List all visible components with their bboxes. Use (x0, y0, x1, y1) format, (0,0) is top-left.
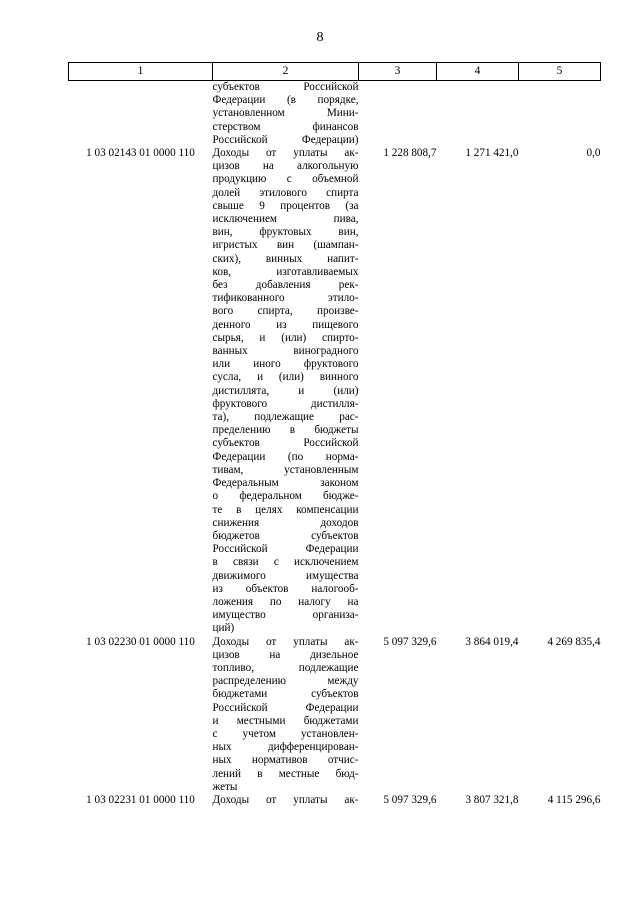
name-line: игристых вин (шампан- (212, 239, 359, 252)
name-line: бюджетов субъектов (212, 529, 359, 542)
table-row (69, 147, 601, 636)
column-header-5: 5 (519, 63, 601, 81)
revenue-name (213, 794, 359, 807)
name-line: ложения по налогу на (212, 595, 359, 608)
amount-col4: 3 864 019,4 (465, 635, 519, 648)
amount-col5 (519, 81, 601, 148)
name-line: без добавления рек- (212, 279, 359, 292)
name-line: Доходы от уплаты ак- (212, 793, 359, 806)
revenue-name (213, 81, 359, 148)
name-line: долей этилового спирта (212, 186, 359, 199)
amount-col3: 5 097 329,6 (383, 793, 437, 806)
name-line: субъектов Российской (212, 81, 359, 93)
table-row-continuation (69, 81, 601, 148)
amount-col5: 4 269 835,4 (547, 635, 601, 648)
name-line: Федеральным законом (212, 477, 359, 490)
amount-col4 (437, 81, 519, 148)
name-line: жеты (212, 780, 238, 793)
name-line: сусла, и (или) винного (212, 371, 359, 384)
name-line: те в целях компенсации (212, 503, 359, 516)
name-line: с учетом установлен- (212, 727, 359, 740)
column-header-3: 3 (359, 63, 437, 81)
name-line: Доходы от уплаты ак- (212, 147, 359, 160)
table-row (69, 636, 601, 794)
amount-col3 (359, 81, 437, 148)
name-line: движимого имущества (212, 569, 359, 582)
name-line: Российской Федерации (212, 543, 359, 556)
name-line: ций) (212, 622, 235, 635)
revenue-name (213, 147, 359, 636)
name-line: денного из пищевого (212, 318, 359, 331)
name-line: из объектов налогооб- (212, 582, 359, 595)
name-line: продукцию с объемной (212, 173, 359, 186)
name-line: тивам, установленным (212, 463, 359, 476)
name-line: лений в местные бюд- (212, 767, 359, 780)
name-line: цизов на алкогольную (212, 160, 359, 173)
column-number-header-row (69, 63, 601, 81)
table-row (69, 794, 601, 807)
name-line: топливо, подлежащие (212, 661, 359, 674)
column-header-2: 2 (213, 63, 359, 81)
revenue-code: 1 03 02143 01 0000 110 (86, 147, 195, 160)
name-line: субъектов Российской (212, 437, 359, 450)
budget-revenue-table (68, 62, 601, 807)
name-line: Российской Федерации (212, 701, 359, 714)
name-line: фруктового дистилля- (212, 397, 359, 410)
name-line: бюджетами субъектов (212, 688, 359, 701)
amount-col3: 5 097 329,6 (383, 635, 437, 648)
amount-col5: 4 115 296,6 (547, 793, 601, 806)
page-number: 8 (316, 30, 324, 45)
amount-col3: 1 228 808,7 (383, 147, 437, 160)
name-line: Доходы от уплаты ак- (212, 635, 359, 648)
name-line: сырья, и (или) спирто- (212, 331, 359, 344)
column-header-4: 4 (437, 63, 519, 81)
name-line: ков, изготавливаемых (212, 265, 359, 278)
name-line: та), подлежащие рас- (212, 411, 359, 424)
name-line: Российской Федерации) (212, 133, 359, 146)
name-line: или иного фруктового (212, 358, 359, 371)
name-line: цизов на дизельное (212, 648, 359, 661)
amount-col5: 0,0 (586, 147, 601, 160)
name-line: пределению в бюджеты (212, 424, 359, 437)
revenue-name (213, 636, 359, 794)
name-line: о федеральном бюдже- (212, 490, 359, 503)
name-line: распределению между (212, 675, 359, 688)
name-line: ванных виноградного (212, 345, 359, 358)
name-line: дистиллята, и (или) (212, 384, 359, 397)
name-line: Федерации (в порядке, (212, 94, 359, 107)
revenue-code: 1 03 02231 01 0000 110 (86, 793, 195, 806)
column-header-1: 1 (69, 63, 213, 81)
name-line: вин, фруктовых вин, (212, 226, 359, 239)
revenue-code (69, 81, 213, 148)
name-line: ных нормативов отчис- (212, 754, 359, 767)
name-line: снижения доходов (212, 516, 359, 529)
name-line: стерством финансов (212, 120, 359, 133)
name-line: свыше 9 процентов (за (212, 199, 359, 212)
amount-col4: 1 271 421,0 (465, 147, 519, 160)
name-line: ных дифференцирован- (212, 741, 359, 754)
revenue-code: 1 03 02230 01 0000 110 (86, 635, 195, 648)
name-line: и местными бюджетами (212, 714, 359, 727)
name-line: установленном Мини- (212, 107, 359, 120)
name-line: исключением пива, (212, 213, 359, 226)
name-line: тификованного этило- (212, 292, 359, 305)
name-line: имущество организа- (212, 609, 359, 622)
name-line: вого спирта, произве- (212, 305, 359, 318)
name-line: в связи с исключением (212, 556, 359, 569)
name-line: Федерации (по норма- (212, 450, 359, 463)
amount-col4: 3 807 321,8 (465, 793, 519, 806)
name-line: ских), винных напит- (212, 252, 359, 265)
